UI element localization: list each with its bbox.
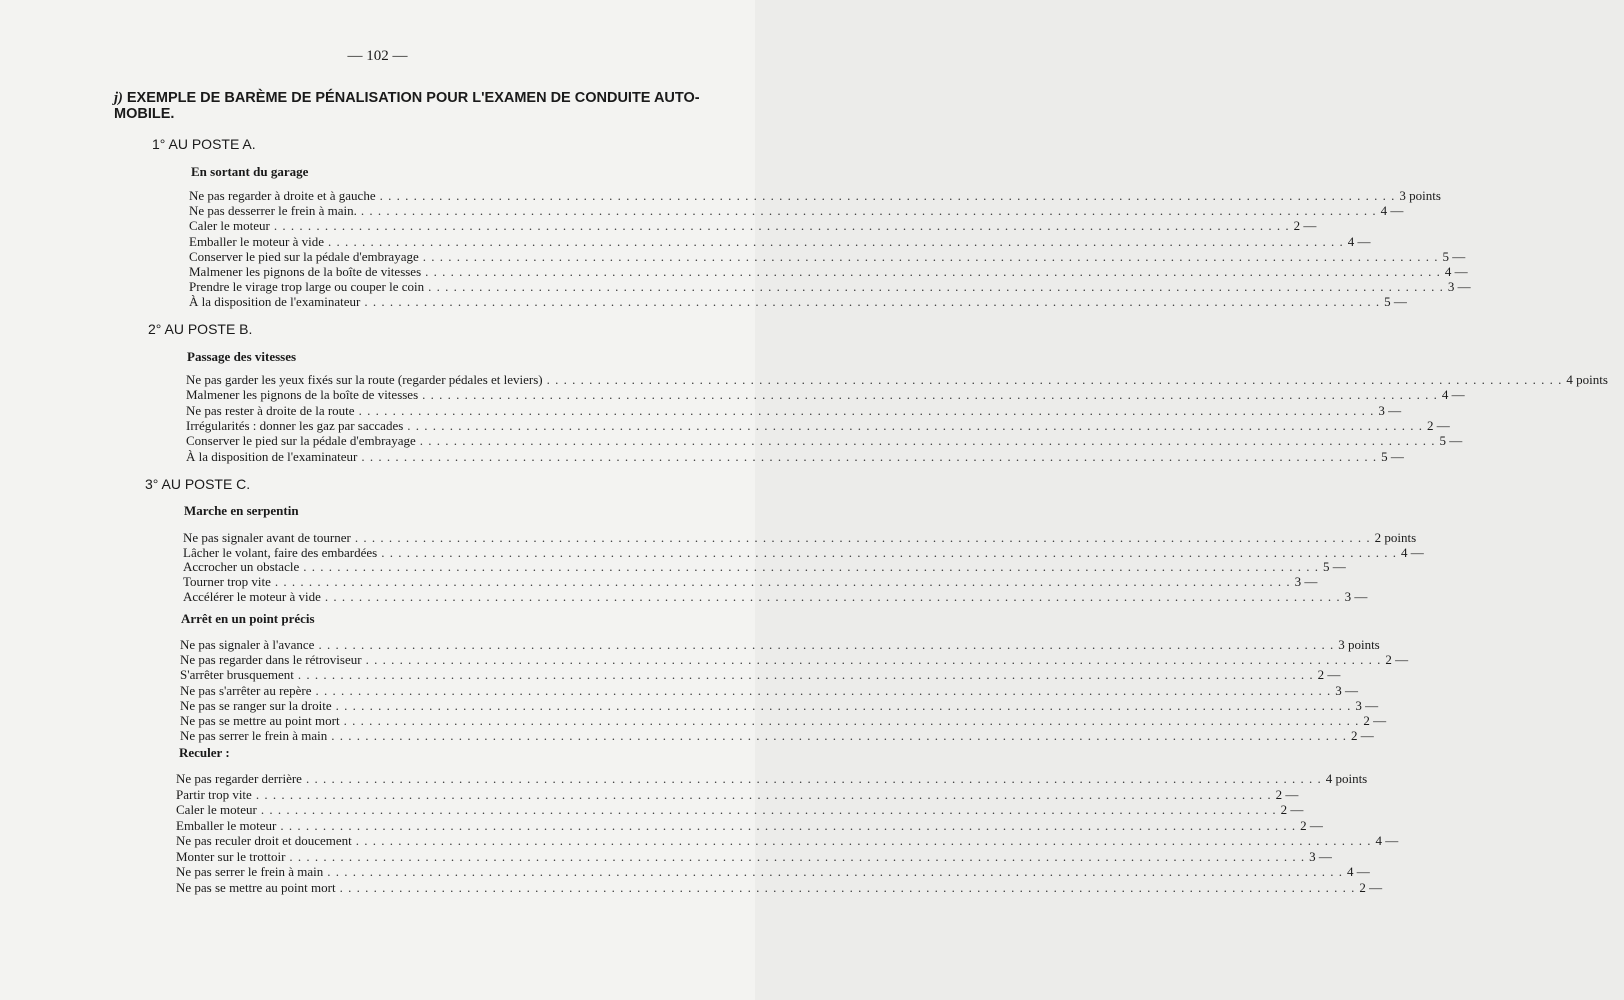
list-item	[176, 786, 1299, 802]
item-label: Accélérer le moteur à vide	[183, 588, 321, 604]
item-points: 4 —	[1400, 544, 1424, 560]
list-item	[189, 233, 1371, 249]
item-label: Accrocher un obstacle	[183, 559, 300, 575]
item-points: 5 —	[1381, 448, 1404, 464]
dot-leader: . . . . . . . . . . . . . . . . . . . . . . . . . . . . . . . . . . . . . . . . . . . . . . . . . . . . . . . . . . . . . . . . . . . . . . . . . . . . . . . . . . . . . . . . . . . . . . . . . . . . . . . . . . . . . . . . . . . . . . . .	[328, 233, 1344, 249]
item-points: 4 —	[1444, 264, 1468, 279]
list-item	[186, 387, 1465, 403]
item-points: 2 points	[1374, 530, 1417, 545]
list-item	[180, 652, 1409, 668]
item-label: Ne pas desserrer le frein à main.	[189, 203, 357, 219]
list-item	[183, 559, 1346, 575]
item-label: Ne pas regarder dans le rétroviseur	[180, 652, 362, 668]
item-points: 5 —	[1384, 294, 1407, 310]
list-item	[176, 833, 1399, 848]
list-item	[189, 248, 1466, 264]
dot-leader: . . . . . . . . . . . . . . . . . . . . . . . . . . . . . . . . . . . . . . . . . . . . . . . . . . . . . . . . . . . . . . . . . . . . . . . . . . . . . . . . . . . . . . . . . . . . . . . . . . . . . . . . . . . . . . . . . . . . . . . .	[289, 848, 1306, 864]
list-item	[186, 417, 1450, 433]
item-label: Emballer le moteur	[176, 817, 277, 833]
dot-leader: . . . . . . . . . . . . . . . . . . . . . . . . . . . . . . . . . . . . . . . . . . . . . . . . . . . . . . . . . . . . . . . . . . . . . . . . . . . . . . . . . . . . . . . . . . . . . . . . . . . . . . . . . . . . . . . . . . . . . . . .	[422, 248, 1439, 264]
list-item	[176, 864, 1370, 879]
item-points: 3 —	[1378, 402, 1402, 418]
item-points: 5 —	[1442, 248, 1466, 264]
item-label: Ne pas se ranger sur la droite	[180, 697, 332, 713]
list-item	[189, 294, 1407, 310]
item-points: 4 —	[1380, 203, 1404, 219]
item-points: 2 —	[1280, 802, 1304, 817]
item-label: Ne pas regarder derrière	[176, 771, 302, 786]
list-item	[186, 402, 1402, 418]
dot-leader: . . . . . . . . . . . . . . . . . . . . . . . . . . . . . . . . . . . . . . . . . . . . . . . . . . . . . . . . . . . . . . . . . . . . . . . . . . . . . . . . . . . . . . . . . . . . . . . . . . . . . . . . . . . . . . . . . . . . . . . .	[260, 802, 1277, 817]
dot-leader: . . . . . . . . . . . . . . . . . . . . . . . . . . . . . . . . . . . . . . . . . . . . . . . . . . . . . . . . . . . . . . . . . . . . . . . . . . . . . . . . . . . . . . . . . . . . . . . . . . . . . . . . . . . . . . . . . . . . . . . .	[343, 713, 1360, 728]
item-points: 3 points	[1399, 188, 1441, 203]
item-points: 2 —	[1359, 879, 1383, 895]
item-points: 3 points	[1338, 637, 1380, 652]
item-label: À la disposition de l'examinateur	[189, 294, 361, 310]
list-item	[176, 848, 1332, 864]
dot-leader: . . . . . . . . . . . . . . . . . . . . . . . . . . . . . . . . . . . . . . . . . . . . . . . . . . . . . . . . . . . . . . . . . . . . . . . . . . . . . . . . . . . . . . . . . . . . . . . . . . . . . . . . . . . . . . . . . . . . . . . .	[274, 574, 1291, 590]
item-points: 3 —	[1344, 588, 1368, 604]
dot-leader: . . . . . . . . . . . . . . . . . . . . . . . . . . . . . . . . . . . . . . . . . . . . . . . . . . . . . . . . . . . . . . . . . . . . . . . . . . . . . . . . . . . . . . . . . . . . . . . . . . . . . . . . . . . . . . . . . . . . . . . .	[354, 530, 1371, 545]
section-label: 2° AU POSTE B.	[148, 321, 253, 337]
dot-leader: . . . . . . . . . . . . . . . . . . . . . . . . . . . . . . . . . . . . . . . . . . . . . . . . . . . . . . . . . . . . . . . . . . . . . . . . . . . . . . . . . . . . . . . . . . . . . . . . . . . . . . . . . . . . . . . . . . . . . . . .	[546, 372, 1563, 387]
item-points: 3 —	[1294, 574, 1318, 590]
item-label: Emballer le moteur à vide	[189, 233, 325, 249]
item-label: Irrégularités : donner les gaz par saccades	[186, 417, 404, 433]
list-item	[180, 713, 1387, 728]
item-label: Caler le moteur	[176, 802, 257, 817]
item-label: Ne pas regarder à droite et à gauche	[189, 188, 376, 203]
dot-leader: . . . . . . . . . . . . . . . . . . . . . . . . . . . . . . . . . . . . . . . . . . . . . . . . . . . . . . . . . . . . . . . . . . . . . . . . . . . . . . . . . . . . . . . . . . . . . . . . . . . . . . . . . . . . . . . . . . . . . . . .	[365, 652, 1382, 668]
list-item	[176, 802, 1304, 817]
list-item	[189, 218, 1317, 234]
item-label: Ne pas signaler à l'avance	[180, 637, 315, 652]
dot-leader: . . . . . . . . . . . . . . . . . . . . . . . . . . . . . . . . . . . . . . . . . . . . . . . . . . . . . . . . . . . . . . . . . . . . . . . . . . . . . . . . . . . . . . . . . . . . . . . . . . . . . . . . . . . . . . . . . . . . . . . .	[379, 188, 1396, 203]
item-points: 4 —	[1347, 233, 1371, 249]
list-item	[186, 433, 1463, 449]
item-points: 5 —	[1322, 559, 1346, 575]
section-label: 3° AU POSTE C.	[145, 476, 251, 492]
item-label: Ne pas signaler avant de tourner	[183, 530, 351, 545]
item-label: Caler le moteur	[189, 218, 270, 234]
list-item	[186, 448, 1404, 464]
dot-leader: . . . . . . . . . . . . . . . . . . . . . . . . . . . . . . . . . . . . . . . . . . . . . . . . . . . . . . . . . . . . . . . . . . . . . . . . . . . . . . . . . . . . . . . . . . . . . . . . . . . . . . . . . . . . . . . . . . . . . . . .	[327, 864, 1344, 879]
item-points: 2 —	[1275, 786, 1299, 802]
item-points: 3 —	[1309, 848, 1332, 864]
item-label: Prendre le virage trop large ou couper le coin	[189, 279, 425, 295]
dot-leader: . . . . . . . . . . . . . . . . . . . . . . . . . . . . . . . . . . . . . . . . . . . . . . . . . . . . . . . . . . . . . . . . . . . . . . . . . . . . . . . . . . . . . . . . . . . . . . . . . . . . . . . . . . . . . . . . . . . . . . . .	[407, 417, 1424, 433]
item-points: 2 —	[1351, 728, 1374, 744]
item-label: À la disposition de l'examinateur	[186, 448, 358, 464]
list-item	[189, 203, 1404, 219]
dot-leader: . . . . . . . . . . . . . . . . . . . . . . . . . . . . . . . . . . . . . . . . . . . . . . . . . . . . . . . . . . . . . . . . . . . . . . . . . . . . . . . . . . . . . . . . . . . . . . . . . . . . . . . . . . . . . . . . . . . . . . . .	[315, 682, 1332, 698]
list-item	[176, 771, 1368, 786]
list-item	[183, 530, 1417, 545]
item-points: 3 —	[1335, 682, 1359, 698]
section-label: 1° AU POSTE A.	[152, 136, 256, 152]
list-item	[183, 544, 1424, 560]
list-item	[186, 372, 1608, 387]
item-label: Tourner trop vite	[183, 574, 271, 590]
dot-leader: . . . . . . . . . . . . . . . . . . . . . . . . . . . . . . . . . . . . . . . . . . . . . . . . . . . . . . . . . . . . . . . . . . . . . . . . . . . . . . . . . . . . . . . . . . . . . . . . . . . . . . . . . . . . . . . . . . . . . . . .	[305, 771, 1322, 786]
item-points: 4 —	[1441, 387, 1465, 403]
item-points: 4 points	[1566, 372, 1608, 387]
list-item	[183, 574, 1318, 590]
dot-leader: . . . . . . . . . . . . . . . . . . . . . . . . . . . . . . . . . . . . . . . . . . . . . . . . . . . . . . . . . . . . . . . . . . . . . . . . . . . . . . . . . . . . . . . . . . . . . . . . . . . . . . . . . . . . . . . . . . . . . . . .	[255, 786, 1272, 802]
list-item	[176, 817, 1323, 833]
list-item	[189, 264, 1468, 279]
list-item	[180, 667, 1341, 683]
item-points: 2 —	[1300, 817, 1323, 833]
dot-leader: . . . . . . . . . . . . . . . . . . . . . . . . . . . . . . . . . . . . . . . . . . . . . . . . . . . . . . . . . . . . . . . . . . . . . . . . . . . . . . . . . . . . . . . . . . . . . . . . . . . . . . . . . . . . . . . . . . . . . . . .	[381, 544, 1397, 560]
item-points: 3 —	[1355, 697, 1379, 713]
item-label: Ne pas serrer le frein à main	[180, 728, 328, 744]
item-points: 2 —	[1293, 218, 1317, 234]
item-label: Ne pas se mettre au point mort	[180, 713, 340, 728]
dot-leader: . . . . . . . . . . . . . . . . . . . . . . . . . . . . . . . . . . . . . . . . . . . . . . . . . . . . . . . . . . . . . . . . . . . . . . . . . . . . . . . . . . . . . . . . . . . . . . . . . . . . . . . . . . . . . . . . . . . . . . . .	[318, 637, 1335, 652]
dot-leader: . . . . . . . . . . . . . . . . . . . . . . . . . . . . . . . . . . . . . . . . . . . . . . . . . . . . . . . . . . . . . . . . . . . . . . . . . . . . . . . . . . . . . . . . . . . . . . . . . . . . . . . . . . . . . . . . . . . . . . . .	[358, 402, 1375, 418]
dot-leader: . . . . . . . . . . . . . . . . . . . . . . . . . . . . . . . . . . . . . . . . . . . . . . . . . . . . . . . . . . . . . . . . . . . . . . . . . . . . . . . . . . . . . . . . . . . . . . . . . . . . . . . . . . . . . . . . . . . . . . . .	[422, 387, 1438, 403]
dot-leader: . . . . . . . . . . . . . . . . . . . . . . . . . . . . . . . . . . . . . . . . . . . . . . . . . . . . . . . . . . . . . . . . . . . . . . . . . . . . . . . . . . . . . . . . . . . . . . . . . . . . . . . . . . . . . . . . . . . . . . . .	[297, 667, 1314, 683]
dot-leader: . . . . . . . . . . . . . . . . . . . . . . . . . . . . . . . . . . . . . . . . . . . . . . . . . . . . . . . . . . . . . . . . . . . . . . . . . . . . . . . . . . . . . . . . . . . . . . . . . . . . . . . . . . . . . . . . . . . . . . . .	[280, 817, 1297, 833]
list-item	[189, 188, 1441, 203]
list-item	[189, 279, 1471, 295]
list-item	[180, 728, 1374, 744]
title-line-1: EXEMPLE DE BARÈME DE PÉNALISATION POUR L'EXAMEN DE CONDUITE AUTO-	[126, 90, 700, 106]
title-marker: j)	[114, 90, 123, 106]
subsection-label: Marche en serpentin	[184, 503, 299, 518]
list-item	[180, 682, 1359, 698]
dot-leader: . . . . . . . . . . . . . . . . . . . . . . . . . . . . . . . . . . . . . . . . . . . . . . . . . . . . . . . . . . . . . . . . . . . . . . . . . . . . . . . . . . . . . . . . . . . . . . . . . . . . . . . . . . . . . . . . . . . . . . . .	[425, 264, 1441, 279]
item-label: Ne pas rester à droite de la route	[186, 402, 355, 418]
subsection-label: Reculer :	[179, 745, 230, 760]
item-points: 4 —	[1375, 833, 1399, 848]
list-item	[183, 588, 1368, 604]
dot-leader: . . . . . . . . . . . . . . . . . . . . . . . . . . . . . . . . . . . . . . . . . . . . . . . . . . . . . . . . . . . . . . . . . . . . . . . . . . . . . . . . . . . . . . . . . . . . . . . . . . . . . . . . . . . . . . . . . . . . . . . .	[335, 697, 1352, 713]
item-label: Malmener les pignons de la boîte de vitesses	[186, 387, 419, 403]
page-number: — 102 —	[347, 48, 408, 64]
item-points: 2 —	[1385, 652, 1409, 668]
dot-leader: . . . . . . . . . . . . . . . . . . . . . . . . . . . . . . . . . . . . . . . . . . . . . . . . . . . . . . . . . . . . . . . . . . . . . . . . . . . . . . . . . . . . . . . . . . . . . . . . . . . . . . . . . . . . . . . . . . . . . . . .	[364, 294, 1381, 310]
item-points: 2 —	[1317, 667, 1341, 683]
item-points: 5 —	[1439, 433, 1463, 449]
item-points: 3 —	[1447, 279, 1471, 295]
page-title	[114, 90, 714, 122]
item-label: Conserver le pied sur la pédale d'embrayage	[186, 433, 416, 449]
item-label: Ne pas s'arrêter au repère	[180, 682, 312, 698]
item-label: Ne pas se mettre au point mort	[176, 879, 336, 895]
subsection-label: Passage des vitesses	[187, 349, 297, 364]
item-label: Conserver le pied sur la pédale d'embrayage	[189, 248, 419, 264]
item-points: 2 —	[1363, 713, 1387, 728]
subsection-label: Arrêt en un point précis	[181, 611, 315, 626]
subsection-label: En sortant du garage	[191, 164, 309, 179]
dot-leader: . . . . . . . . . . . . . . . . . . . . . . . . . . . . . . . . . . . . . . . . . . . . . . . . . . . . . . . . . . . . . . . . . . . . . . . . . . . . . . . . . . . . . . . . . . . . . . . . . . . . . . . . . . . . . . . . . . . . . . . .	[273, 218, 1290, 234]
dot-leader: . . . . . . . . . . . . . . . . . . . . . . . . . . . . . . . . . . . . . . . . . . . . . . . . . . . . . . . . . . . . . . . . . . . . . . . . . . . . . . . . . . . . . . . . . . . . . . . . . . . . . . . . . . . . . . . . . . . . . . . .	[428, 279, 1444, 295]
item-points: 2 —	[1427, 417, 1450, 433]
list-item	[180, 637, 1380, 652]
title-line-2: MOBILE.	[114, 106, 175, 122]
dot-leader: . . . . . . . . . . . . . . . . . . . . . . . . . . . . . . . . . . . . . . . . . . . . . . . . . . . . . . . . . . . . . . . . . . . . . . . . . . . . . . . . . . . . . . . . . . . . . . . . . . . . . . . . . . . . . . . . . . . . . . . .	[360, 203, 1377, 219]
item-label: S'arrêter brusquement	[180, 667, 294, 683]
item-label: Ne pas serrer le frein à main	[176, 864, 324, 879]
item-label: Ne pas garder les yeux fixés sur la route (regarder pédales et leviers)	[186, 372, 543, 387]
item-label: Partir trop vite	[176, 786, 252, 802]
dot-leader: . . . . . . . . . . . . . . . . . . . . . . . . . . . . . . . . . . . . . . . . . . . . . . . . . . . . . . . . . . . . . . . . . . . . . . . . . . . . . . . . . . . . . . . . . . . . . . . . . . . . . . . . . . . . . . . . . . . . . . . .	[339, 879, 1356, 895]
dot-leader: . . . . . . . . . . . . . . . . . . . . . . . . . . . . . . . . . . . . . . . . . . . . . . . . . . . . . . . . . . . . . . . . . . . . . . . . . . . . . . . . . . . . . . . . . . . . . . . . . . . . . . . . . . . . . . . . . . . . . . . .	[361, 448, 1378, 464]
item-label: Ne pas reculer droit et doucement	[176, 833, 352, 848]
list-item	[180, 697, 1379, 713]
dot-leader: . . . . . . . . . . . . . . . . . . . . . . . . . . . . . . . . . . . . . . . . . . . . . . . . . . . . . . . . . . . . . . . . . . . . . . . . . . . . . . . . . . . . . . . . . . . . . . . . . . . . . . . . . . . . . . . . . . . . . . . .	[355, 833, 1372, 848]
dot-leader: . . . . . . . . . . . . . . . . . . . . . . . . . . . . . . . . . . . . . . . . . . . . . . . . . . . . . . . . . . . . . . . . . . . . . . . . . . . . . . . . . . . . . . . . . . . . . . . . . . . . . . . . . . . . . . . . . . . . . . . .	[303, 559, 1319, 575]
item-points: 4 —	[1347, 864, 1370, 879]
list-item	[176, 879, 1383, 895]
item-points: 4 points	[1325, 771, 1368, 786]
dot-leader: . . . . . . . . . . . . . . . . . . . . . . . . . . . . . . . . . . . . . . . . . . . . . . . . . . . . . . . . . . . . . . . . . . . . . . . . . . . . . . . . . . . . . . . . . . . . . . . . . . . . . . . . . . . . . . . . . . . . . . . .	[331, 728, 1348, 744]
dot-leader: . . . . . . . . . . . . . . . . . . . . . . . . . . . . . . . . . . . . . . . . . . . . . . . . . . . . . . . . . . . . . . . . . . . . . . . . . . . . . . . . . . . . . . . . . . . . . . . . . . . . . . . . . . . . . . . . . . . . . . . .	[324, 588, 1341, 604]
item-label: Lâcher le volant, faire des embardées	[183, 544, 378, 560]
item-label: Malmener les pignons de la boîte de vitesses	[189, 264, 422, 279]
dot-leader: . . . . . . . . . . . . . . . . . . . . . . . . . . . . . . . . . . . . . . . . . . . . . . . . . . . . . . . . . . . . . . . . . . . . . . . . . . . . . . . . . . . . . . . . . . . . . . . . . . . . . . . . . . . . . . . . . . . . . . . .	[419, 433, 1436, 449]
item-label: Monter sur le trottoir	[176, 848, 286, 864]
